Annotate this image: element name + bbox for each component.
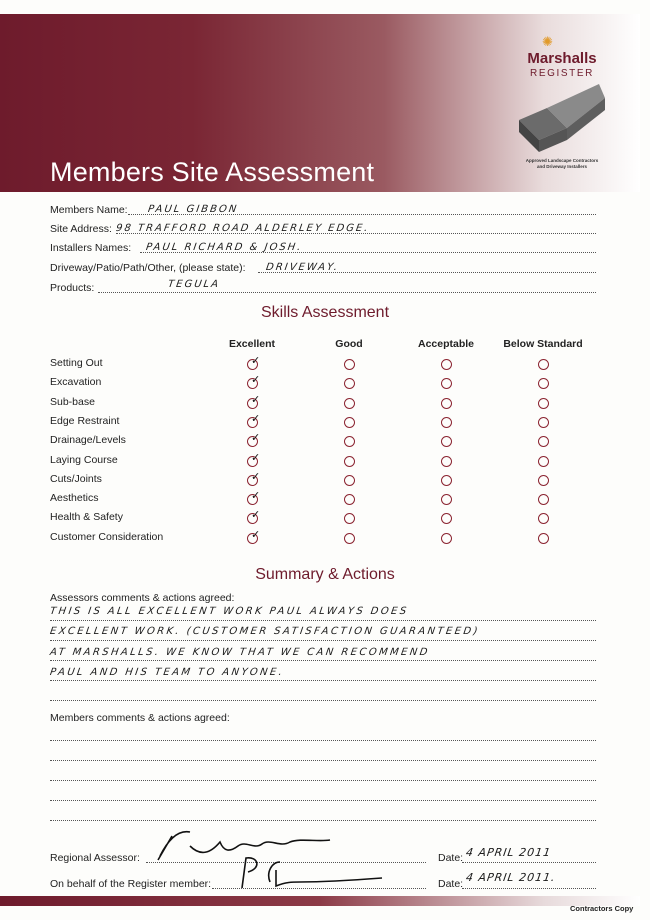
checkmark-icon: ✓ [251,489,261,503]
member-comments-label: Members comments & actions agreed: [50,712,230,724]
checkmark-icon: ✓ [251,411,261,425]
member-comment-line[interactable] [50,800,596,801]
skill-row-label: Setting Out [50,357,103,369]
col-header-good: Good [335,338,363,350]
installation-type-field[interactable]: Driveway/Patio/Path/Other, (please state): DRIVEWAY. [50,258,596,276]
sun-icon: ✺ [542,34,553,49]
products-field[interactable]: Products: TEGULA [50,278,596,296]
rating-radio-acceptable[interactable] [441,359,452,370]
rating-radio-below-standard[interactable] [538,494,549,505]
installers-names-field[interactable]: Installers Names: PAUL RICHARD & JOSH. [50,238,596,256]
regional-date-label: Date: [438,852,464,864]
rating-radio-below-standard[interactable] [538,378,549,389]
skill-row-label: Drainage/Levels [50,434,126,447]
assessor-comment-line[interactable]: THIS IS ALL EXCELLENT WORK PAUL ALWAYS DOES [49,606,410,617]
member-comment-line[interactable] [50,780,596,781]
rating-radio-good[interactable] [344,417,355,428]
chevron-logo-icon [517,80,607,155]
rating-radio-below-standard[interactable] [538,513,549,524]
summary-actions-title: Summary & Actions [255,566,395,583]
rating-radio-good[interactable] [344,533,355,544]
skill-row-label: Excavation [50,376,102,389]
checkmark-icon: ✓ [251,431,261,445]
logo-tagline: and Driveway Installers [536,164,588,169]
site-address-field[interactable]: Site Address: 98 TRAFFORD ROAD ALDERLEY EDGE. [50,219,596,237]
rating-radio-acceptable[interactable] [441,398,452,409]
member-comment-line[interactable] [50,740,596,741]
rating-radio-below-standard[interactable] [538,533,549,544]
rating-radio-below-standard[interactable] [538,456,549,467]
products-value: TEGULA [167,279,221,290]
member-date-value[interactable]: 4 APRIL 2011. [465,871,557,884]
skill-row-label: Sub-base [50,395,95,408]
rating-radio-below-standard[interactable] [538,475,549,486]
regional-date-value[interactable]: 4 APRIL 2011 [465,846,553,859]
rating-radio-good[interactable] [344,436,355,447]
assessor-comment-line[interactable]: EXCELLENT WORK. (CUSTOMER SATISFACTION GUARANTEED) [49,626,481,637]
marshalls-logo [512,30,612,180]
regional-assessor-label: Regional Assessor: [50,852,140,864]
rating-radio-good[interactable] [344,378,355,389]
rating-radio-acceptable[interactable] [441,513,452,524]
skill-row-label: Aesthetics [50,492,99,505]
installers-names-value: PAUL RICHARD & JOSH. [145,242,304,253]
logo-tagline: Approved Landscape Contractors [525,158,599,163]
rating-radio-below-standard[interactable] [538,398,549,409]
rating-radio-acceptable[interactable] [441,475,452,486]
col-header-excellent: Excellent [228,338,276,350]
rating-radio-below-standard[interactable] [538,436,549,447]
checkmark-icon: ✓ [251,508,261,522]
rating-radio-acceptable[interactable] [441,533,452,544]
checkmark-icon: ✓ [251,373,261,387]
rating-radio-acceptable[interactable] [441,494,452,505]
rating-radio-good[interactable] [344,359,355,370]
rating-radio-good[interactable] [344,398,355,409]
members-name-field[interactable]: Members Name: PAUL GIBBON [50,200,596,218]
logo-register: REGISTER [530,68,594,79]
rating-radio-good[interactable] [344,513,355,524]
skill-row-label: Cuts/Joints [50,472,102,485]
rating-radio-good[interactable] [344,456,355,467]
skill-row-label: Health & Safety [50,511,123,524]
contractors-copy-label: Contractors Copy [570,904,634,913]
assessor-comments-label: Assessors comments & actions agreed: [50,592,235,604]
rating-radio-acceptable[interactable] [441,417,452,428]
footer-bar [0,896,640,906]
rating-radio-acceptable[interactable] [441,456,452,467]
col-header-below-standard: Below Standard [503,338,583,350]
members-name-value: PAUL GIBBON [147,204,239,215]
site-address-value: 98 TRAFFORD ROAD ALDERLEY EDGE. [115,223,371,234]
assessor-comment-line[interactable]: AT MARSHALLS. WE KNOW THAT WE CAN RECOMMEND [49,647,431,658]
member-signature [236,852,386,892]
rating-radio-below-standard[interactable] [538,417,549,428]
skill-row-label: Edge Restraint [50,414,120,427]
member-comment-line[interactable] [50,820,596,821]
checkmark-icon: ✓ [251,450,261,464]
rating-radio-good[interactable] [344,475,355,486]
rating-radio-acceptable[interactable] [441,378,452,389]
checkmark-icon: ✓ [251,469,261,483]
rating-radio-acceptable[interactable] [441,436,452,447]
checkmark-icon: ✓ [251,527,261,541]
member-comment-line[interactable] [50,760,596,761]
checkmark-icon: ✓ [251,354,261,367]
skills-assessment-title: Skills Assessment [260,304,390,321]
assessor-comment-line[interactable]: PAUL AND HIS TEAM TO ANYONE. [49,667,285,678]
rating-radio-good[interactable] [344,494,355,505]
checkmark-icon: ✓ [251,392,261,406]
logo-name: Marshalls [527,50,597,67]
skill-row-label: Customer Consideration [50,530,164,543]
rating-radio-below-standard[interactable] [538,359,549,370]
installation-type-value: DRIVEWAY. [265,262,340,273]
page-title: Members Site Assessment [50,157,375,187]
member-signatory-label: On behalf of the Register member: [50,878,212,890]
col-header-acceptable: Acceptable [417,338,475,350]
skill-row-label: Laying Course [50,453,118,466]
member-date-label: Date: [438,878,464,890]
